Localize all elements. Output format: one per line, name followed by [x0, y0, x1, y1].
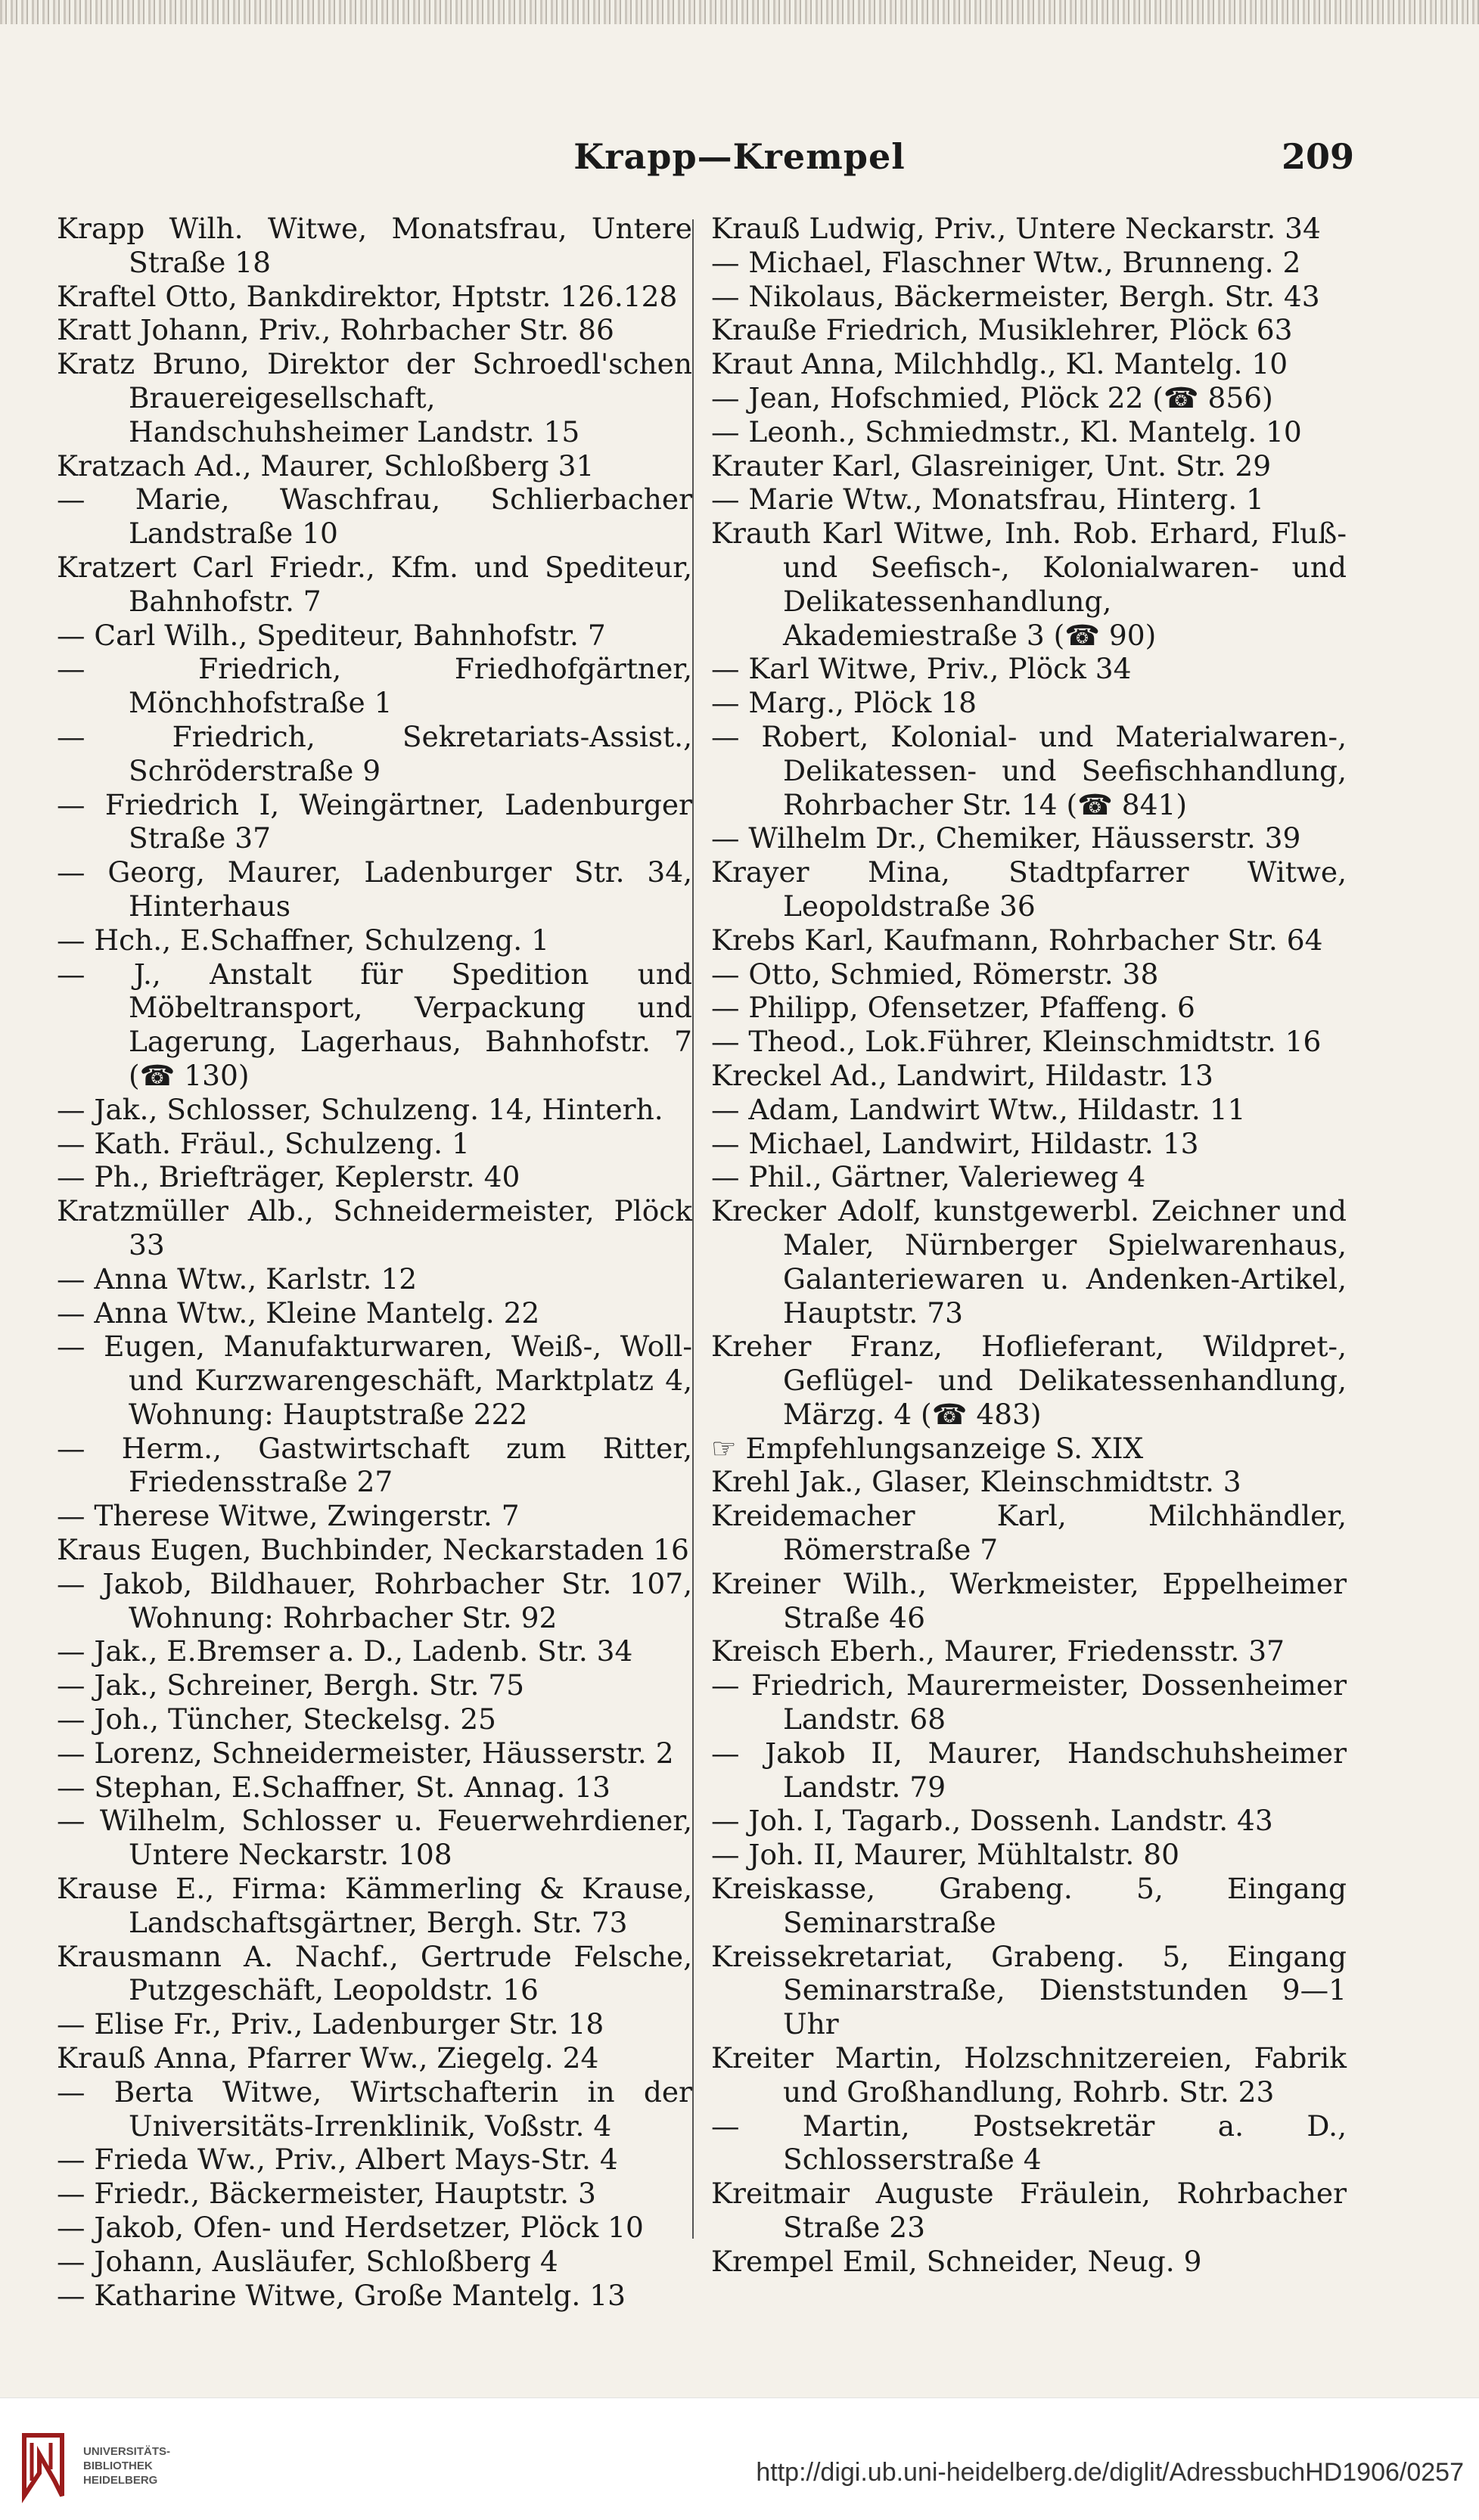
directory-entry: Kratzach Ad., Maurer, Schloßberg 31: [57, 448, 595, 483]
directory-entry: — Philipp, Ofensetzer, Pfaffeng. 6: [711, 991, 1195, 1025]
directory-entry: Krauter Karl, Glasreiniger, Unt. Str. 29: [711, 448, 1272, 483]
directory-entry: Kreckel Ad., Landwirt, Hildastr. 13: [711, 1058, 1213, 1092]
directory-entry: Krauß Anna, Pfarrer Ww., Ziegelg. 24: [57, 2041, 599, 2075]
directory-entry: Kreher Franz, Hoflieferant, Wildpret-, Geflügel- und Delikatessenhandlung, Märzg. 4 (☎ 483): [711, 1330, 1347, 1431]
directory-entry: — Hch., E.Schaffner, Schulzeng. 1: [57, 923, 549, 957]
library-name-line: BIBLIOTHEK: [83, 2459, 153, 2472]
directory-entry: — Georg, Maurer, Ladenburger Str. 34, Hinterhaus: [57, 855, 692, 923]
directory-entry: — Berta Witwe, Wirtschafterin in der Universitäts-Irrenklinik, Voßstr. 4: [57, 2075, 692, 2143]
directory-entry: — Wilhelm Dr., Chemiker, Häusserstr. 39: [711, 821, 1301, 855]
directory-entry: — Joh., Tüncher, Steckelsg. 25: [57, 1702, 496, 1736]
directory-entry: — Robert, Kolonial- und Materialwaren-, Delikatessen- und Seefischhandlung, Rohrbacher Str. 14 (☎ 841): [711, 719, 1347, 821]
directory-entry: — Jakob, Bildhauer, Rohrbacher Str. 107, Wohnung: Rohrbacher Str. 92: [57, 1566, 692, 1634]
directory-entry: — Michael, Flaschner Wtw., Brunneng. 2: [711, 245, 1301, 279]
source-url[interactable]: http://digi.ub.uni-heidelberg.de/diglit/AdressbuchHD1906/0257: [756, 2458, 1464, 2487]
page-number: 209: [1281, 136, 1354, 177]
directory-entry: — Karl Witwe, Priv., Plöck 34: [711, 652, 1132, 686]
directory-entry: — Friedrich, Sekretariats-Assist., Schröderstraße 9: [57, 719, 692, 787]
library-name-line: UNIVERSITÄTS-: [83, 2444, 171, 2458]
directory-entry: Kreiner Wilh., Werkmeister, Eppelheimer Straße 46: [711, 1566, 1347, 1634]
directory-entry: — Theod., Lok.Führer, Kleinschmidtstr. 16: [711, 1025, 1322, 1059]
directory-entry: Kreiskasse, Grabeng. 5, Eingang Seminarstraße: [711, 1872, 1347, 1939]
directory-entry: — Katharine Witwe, Große Mantelg. 13: [57, 2278, 626, 2312]
directory-entry: — Joh. II, Maurer, Mühltalstr. 80: [711, 1838, 1179, 1872]
directory-entry: ☞ Empfehlungsanzeige S. XIX: [711, 1431, 1144, 1465]
directory-entry: — Marie Wtw., Monatsfrau, Hinterg. 1: [711, 483, 1264, 517]
directory-entry: — Friedrich, Friedhofgärtner, Mönchhofstraße 1: [57, 652, 692, 720]
directory-entry: — Martin, Postsekretär a. D., Schlosserstraße 4: [711, 2109, 1347, 2177]
left-column: [57, 212, 692, 2312]
directory-entry: Krapp Wilh. Witwe, Monatsfrau, Untere Straße 18: [57, 212, 692, 279]
directory-entry: — Marie, Waschfrau, Schlierbacher Landstraße 10: [57, 483, 692, 551]
directory-entry: — Joh. I, Tagarb., Dossenh. Landstr. 43: [711, 1804, 1273, 1838]
directory-entry: Kreidemacher Karl, Milchhändler, Römerstraße 7: [711, 1499, 1347, 1567]
directory-entry: Krayer Mina, Stadtpfarrer Witwe, Leopoldstraße 36: [711, 855, 1347, 923]
directory-entry: — Phil., Gärtner, Valerieweg 4: [711, 1160, 1146, 1194]
directory-entry: — Stephan, E.Schaffner, St. Annag. 13: [57, 1770, 611, 1804]
library-name: [83, 2444, 170, 2487]
directory-entry: — Ph., Briefträger, Keplerstr. 40: [57, 1160, 520, 1194]
directory-entry: — Jak., Schlosser, Schulzeng. 14, Hinterh.: [57, 1092, 663, 1126]
directory-entry: Kratzmüller Alb., Schneidermeister, Plöck 33: [57, 1194, 692, 1262]
directory-entry: — Elise Fr., Priv., Ladenburger Str. 18: [57, 2007, 604, 2041]
directory-entry: Kreiter Martin, Holzschnitzereien, Fabrik und Großhandlung, Rohrb. Str. 23: [711, 2041, 1347, 2109]
directory-entry: Krauße Friedrich, Musiklehrer, Plöck 63: [711, 313, 1293, 347]
directory-entry: Krauß Ludwig, Priv., Untere Neckarstr. 34: [711, 212, 1321, 245]
right-column: [711, 212, 1347, 2279]
directory-entry: — Herm., Gastwirtschaft zum Ritter, Friedensstraße 27: [57, 1431, 692, 1499]
directory-entry: — Lorenz, Schneidermeister, Häusserstr. 2: [57, 1736, 674, 1770]
directory-entry: — Jakob II, Maurer, Handschuhsheimer Landstr. 79: [711, 1736, 1347, 1804]
directory-entry: — Anna Wtw., Karlstr. 12: [57, 1262, 418, 1296]
directory-entry: — Leonh., Schmiedmstr., Kl. Mantelg. 10: [711, 414, 1302, 448]
directory-entry: Kratzert Carl Friedr., Kfm. und Spediteur, Bahnhofstr. 7: [57, 550, 692, 618]
directory-entry: — Friedr., Bäckermeister, Hauptstr. 3: [57, 2177, 596, 2211]
directory-entry: Kratz Bruno, Direktor der Schroedl'schen Brauereigesellschaft, Handschuhsheimer Landstr. 15: [57, 347, 692, 448]
page-header-title: Krapp—Krempel: [573, 136, 906, 177]
directory-entry: — Carl Wilh., Spediteur, Bahnhofstr. 7: [57, 618, 606, 652]
directory-entry: — Marg., Plöck 18: [711, 686, 977, 720]
directory-entry: — Jakob, Ofen- und Herdsetzer, Plöck 10: [57, 2211, 644, 2245]
directory-entry: — Otto, Schmied, Römerstr. 38: [711, 957, 1159, 991]
directory-entry: Kreissekretariat, Grabeng. 5, Eingang Seminarstraße, Dienststunden 9—1 Uhr: [711, 1939, 1347, 2041]
directory-entry: Krempel Emil, Schneider, Neug. 9: [711, 2244, 1202, 2278]
directory-entry: Krause E., Firma: Kämmerling & Krause, Landschaftsgärtner, Bergh. Str. 73: [57, 1872, 692, 1939]
directory-entry: — Friedrich, Maurermeister, Dossenheimer Landstr. 68: [711, 1668, 1347, 1736]
directory-entry: Kratt Johann, Priv., Rohrbacher Str. 86: [57, 313, 614, 347]
directory-entry: Krauth Karl Witwe, Inh. Rob. Erhard, Fluß- und Seefisch-, Kolonialwaren- und Delikatessenhandlung, Akademiestraße 3 (☎ 90): [711, 517, 1347, 652]
directory-entry: Krebs Karl, Kaufmann, Rohrbacher Str. 64: [711, 923, 1323, 957]
scan-edge-noise: [0, 0, 1479, 24]
directory-entry: — Friedrich I, Weingärtner, Ladenburger Straße 37: [57, 787, 692, 855]
directory-entry: — Therese Witwe, Zwingerstr. 7: [57, 1499, 520, 1533]
library-logo: [17, 2420, 221, 2511]
directory-entry: Kreitmair Auguste Fräulein, Rohrbacher Straße 23: [711, 2177, 1347, 2245]
directory-entry: Krehl Jak., Glaser, Kleinschmidtstr. 3: [711, 1465, 1241, 1499]
directory-entry: — Johann, Ausläufer, Schloßberg 4: [57, 2244, 558, 2278]
directory-entry: — Kath. Fräul., Schulzeng. 1: [57, 1126, 470, 1160]
column-divider: [692, 219, 694, 2239]
directory-entry: Krausmann A. Nachf., Gertrude Felsche, Putzgeschäft, Leopoldstr. 16: [57, 1939, 692, 2007]
directory-entry: — Anna Wtw., Kleine Mantelg. 22: [57, 1296, 540, 1330]
seal-icon: [17, 2428, 70, 2503]
directory-entry: — Michael, Landwirt, Hildastr. 13: [711, 1126, 1199, 1160]
directory-entry: — Wilhelm, Schlosser u. Feuerwehrdiener, Untere Neckarstr. 108: [57, 1804, 692, 1872]
directory-entry: — Adam, Landwirt Wtw., Hildastr. 11: [711, 1092, 1246, 1126]
directory-entry: — Jean, Hofschmied, Plöck 22 (☎ 856): [711, 380, 1273, 414]
directory-entry: — J., Anstalt für Spedition und Möbeltransport, Verpackung und Lagerung, Lagerhaus, Bahnhofstr. 7 (☎ 130): [57, 957, 692, 1092]
directory-entry: Kraus Eugen, Buchbinder, Neckarstaden 16: [57, 1533, 689, 1567]
directory-entry: — Nikolaus, Bäckermeister, Bergh. Str. 43: [711, 279, 1320, 313]
directory-entry: — Jak., Schreiner, Bergh. Str. 75: [57, 1668, 525, 1702]
library-name-line: HEIDELBERG: [83, 2473, 158, 2487]
directory-entry: Kraftel Otto, Bankdirektor, Hptstr. 126.128: [57, 279, 678, 313]
directory-entry: Krecker Adolf, kunstgewerbl. Zeichner und Maler, Nürnberger Spielwarenhaus, Galanteriewaren u. Andenken-Artikel, Hauptstr. 73: [711, 1194, 1347, 1330]
directory-entry: — Eugen, Manufakturwaren, Weiß-, Woll- und Kurzwarengeschäft, Marktplatz 4, Wohnung: Hauptstraße 222: [57, 1330, 692, 1431]
directory-entry: Kraut Anna, Milchhdlg., Kl. Mantelg. 10: [711, 347, 1288, 381]
directory-entry: — Frieda Ww., Priv., Albert Mays-Str. 4: [57, 2143, 618, 2177]
directory-entry: — Jak., E.Bremser a. D., Ladenb. Str. 34: [57, 1634, 633, 1668]
directory-entry: Kreisch Eberh., Maurer, Friedensstr. 37: [711, 1634, 1285, 1668]
